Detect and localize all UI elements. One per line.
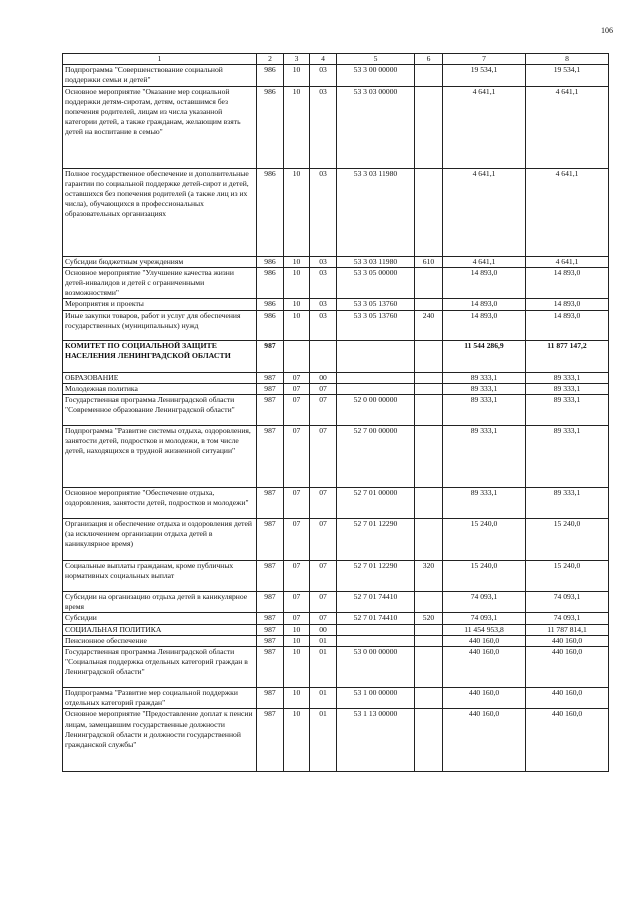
- cell-vr: [415, 65, 443, 86]
- cell-name: Субсидии: [63, 613, 257, 624]
- cell-ved: 987: [257, 624, 284, 635]
- cell-sum2: 89 333,1: [526, 488, 609, 519]
- cell-pr: 00: [310, 624, 337, 635]
- cell-ved: 987: [257, 372, 284, 383]
- cell-sum2: 440 160,0: [526, 635, 609, 646]
- column-header: 2: [257, 54, 284, 65]
- cell-ved: 986: [257, 299, 284, 310]
- cell-ved: 987: [257, 561, 284, 592]
- table-row: [63, 488, 609, 519]
- column-header: 8: [526, 54, 609, 65]
- cell-sum2: 14 893,0: [526, 299, 609, 310]
- cell-name: Пенсионное обеспечение: [63, 635, 257, 646]
- cell-rz: 10: [284, 86, 310, 168]
- cell-sum1: 89 333,1: [443, 383, 526, 394]
- cell-csr: 53 0 00 00000: [337, 647, 415, 688]
- cell-name: Основное мероприятие "Улучшение качества жизни детей-инвалидов и детей с ограниченными возможностями": [63, 267, 257, 299]
- cell-name: СОЦИАЛЬНАЯ ПОЛИТИКА: [63, 624, 257, 635]
- cell-csr: 52 7 00 00000: [337, 426, 415, 488]
- cell-name: Субсидии на организацию отдыха детей в каникулярное время: [63, 592, 257, 613]
- cell-sum1: 89 333,1: [443, 372, 526, 383]
- cell-csr: 52 7 01 12290: [337, 561, 415, 592]
- cell-vr: 240: [415, 310, 443, 340]
- cell-vr: [415, 624, 443, 635]
- cell-sum2: 4 641,1: [526, 168, 609, 256]
- cell-csr: 53 3 03 11980: [337, 256, 415, 267]
- cell-name: Организация и обеспечение отдыха и оздоровления детей (за исключением организации отдыха детей в каникулярное время): [63, 519, 257, 561]
- cell-vr: [415, 647, 443, 688]
- cell-sum2: 440 160,0: [526, 709, 609, 772]
- cell-csr: 52 7 01 00000: [337, 488, 415, 519]
- cell-pr: 03: [310, 267, 337, 299]
- cell-sum2: 14 893,0: [526, 267, 609, 299]
- cell-name: Государственная программа Ленинградской области "Социальная поддержка отдельных категорий граждан в Ленинградской области": [63, 647, 257, 688]
- cell-ved: 987: [257, 426, 284, 488]
- cell-vr: 520: [415, 613, 443, 624]
- cell-pr: 03: [310, 86, 337, 168]
- cell-ved: 987: [257, 383, 284, 394]
- cell-rz: 10: [284, 168, 310, 256]
- cell-sum1: 440 160,0: [443, 709, 526, 772]
- cell-vr: [415, 372, 443, 383]
- cell-sum1: 14 893,0: [443, 267, 526, 299]
- table-row: [63, 340, 609, 372]
- cell-vr: [415, 688, 443, 709]
- cell-pr: 03: [310, 310, 337, 340]
- cell-name: Субсидии бюджетным учреждениям: [63, 256, 257, 267]
- cell-pr: 03: [310, 65, 337, 86]
- cell-rz: 07: [284, 561, 310, 592]
- table-row: [63, 65, 609, 86]
- table-row: [63, 426, 609, 488]
- cell-sum2: 89 333,1: [526, 395, 609, 426]
- cell-pr: 01: [310, 647, 337, 688]
- cell-csr: 53 3 00 00000: [337, 65, 415, 86]
- cell-ved: 986: [257, 65, 284, 86]
- cell-ved: 987: [257, 592, 284, 613]
- cell-rz: 10: [284, 310, 310, 340]
- table-row: [63, 647, 609, 688]
- table-row: [63, 395, 609, 426]
- cell-name: Иные закупки товаров, работ и услуг для обеспечения государственных (муниципальных) нужд: [63, 310, 257, 340]
- cell-vr: [415, 267, 443, 299]
- cell-csr: 53 1 13 00000: [337, 709, 415, 772]
- table-row: [63, 613, 609, 624]
- table-header-row: [63, 54, 609, 65]
- cell-ved: 986: [257, 256, 284, 267]
- cell-vr: [415, 426, 443, 488]
- cell-vr: [415, 635, 443, 646]
- cell-ved: 986: [257, 310, 284, 340]
- cell-name: КОМИТЕТ ПО СОЦИАЛЬНОЙ ЗАЩИТЕ НАСЕЛЕНИЯ ЛЕНИНГРАДСКОЙ ОБЛАСТИ: [63, 340, 257, 372]
- cell-name: ОБРАЗОВАНИЕ: [63, 372, 257, 383]
- cell-ved: 987: [257, 647, 284, 688]
- cell-csr: [337, 383, 415, 394]
- cell-vr: [415, 340, 443, 372]
- cell-ved: 987: [257, 519, 284, 561]
- cell-sum2: 11 787 814,1: [526, 624, 609, 635]
- table-row: [63, 635, 609, 646]
- cell-csr: 53 3 03 00000: [337, 86, 415, 168]
- cell-sum1: 74 093,1: [443, 592, 526, 613]
- cell-vr: 320: [415, 561, 443, 592]
- cell-pr: 03: [310, 256, 337, 267]
- cell-pr: [310, 340, 337, 372]
- cell-sum2: 440 160,0: [526, 688, 609, 709]
- column-header: 4: [310, 54, 337, 65]
- cell-sum2: 89 333,1: [526, 383, 609, 394]
- table-row: [63, 267, 609, 299]
- table-row: [63, 688, 609, 709]
- cell-ved: 987: [257, 613, 284, 624]
- cell-rz: 07: [284, 613, 310, 624]
- cell-sum1: 15 240,0: [443, 561, 526, 592]
- cell-csr: 52 0 00 00000: [337, 395, 415, 426]
- table-row: [63, 561, 609, 592]
- cell-csr: [337, 340, 415, 372]
- cell-pr: 03: [310, 168, 337, 256]
- cell-name: Подпрограмма "Развитие мер социальной поддержки отдельных категорий граждан": [63, 688, 257, 709]
- cell-sum1: 440 160,0: [443, 635, 526, 646]
- cell-vr: [415, 299, 443, 310]
- cell-ved: 987: [257, 688, 284, 709]
- table-row: [63, 383, 609, 394]
- cell-csr: 52 7 01 74410: [337, 613, 415, 624]
- cell-sum2: 89 333,1: [526, 426, 609, 488]
- cell-rz: 10: [284, 647, 310, 688]
- cell-name: Мероприятия и проекты: [63, 299, 257, 310]
- cell-pr: 07: [310, 613, 337, 624]
- cell-rz: 07: [284, 383, 310, 394]
- cell-sum1: 11 544 286,9: [443, 340, 526, 372]
- cell-csr: [337, 624, 415, 635]
- table-body: [63, 65, 609, 772]
- cell-name: Государственная программа Ленинградской области "Современное образование Ленинградской области": [63, 395, 257, 426]
- cell-rz: 07: [284, 426, 310, 488]
- cell-rz: 10: [284, 65, 310, 86]
- cell-pr: 03: [310, 299, 337, 310]
- table-row: [63, 256, 609, 267]
- cell-csr: 53 3 05 13760: [337, 299, 415, 310]
- cell-rz: 07: [284, 592, 310, 613]
- cell-name: Молодежная политика: [63, 383, 257, 394]
- cell-sum1: 15 240,0: [443, 519, 526, 561]
- cell-sum2: 89 333,1: [526, 372, 609, 383]
- cell-ved: 987: [257, 635, 284, 646]
- cell-sum1: 89 333,1: [443, 426, 526, 488]
- cell-ved: 987: [257, 340, 284, 372]
- cell-pr: 07: [310, 519, 337, 561]
- cell-rz: 07: [284, 519, 310, 561]
- cell-sum1: 4 641,1: [443, 168, 526, 256]
- cell-pr: 07: [310, 488, 337, 519]
- cell-sum1: 19 534,1: [443, 65, 526, 86]
- column-header: 1: [63, 54, 257, 65]
- cell-name: Подпрограмма "Совершенствование социальной поддержки семьи и детей": [63, 65, 257, 86]
- cell-ved: 986: [257, 267, 284, 299]
- cell-csr: 53 3 03 11980: [337, 168, 415, 256]
- cell-pr: 07: [310, 383, 337, 394]
- table-row: [63, 168, 609, 256]
- table-row: [63, 519, 609, 561]
- cell-sum2: 14 893,0: [526, 310, 609, 340]
- cell-vr: [415, 395, 443, 426]
- cell-vr: 610: [415, 256, 443, 267]
- cell-pr: 01: [310, 709, 337, 772]
- cell-sum1: 74 093,1: [443, 613, 526, 624]
- cell-sum2: 15 240,0: [526, 519, 609, 561]
- cell-vr: [415, 592, 443, 613]
- cell-csr: 52 7 01 74410: [337, 592, 415, 613]
- cell-vr: [415, 519, 443, 561]
- cell-pr: 01: [310, 688, 337, 709]
- cell-sum2: 74 093,1: [526, 592, 609, 613]
- cell-vr: [415, 383, 443, 394]
- table-row: [63, 310, 609, 340]
- cell-rz: 07: [284, 488, 310, 519]
- cell-sum1: 440 160,0: [443, 647, 526, 688]
- cell-csr: 53 1 00 00000: [337, 688, 415, 709]
- cell-name: Основное мероприятие "Обеспечение отдыха, оздоровления, занятости детей, подростков и молодежи": [63, 488, 257, 519]
- cell-pr: 00: [310, 372, 337, 383]
- column-header: 3: [284, 54, 310, 65]
- budget-table: [62, 53, 609, 772]
- cell-rz: 10: [284, 624, 310, 635]
- cell-pr: 07: [310, 426, 337, 488]
- table-row: [63, 372, 609, 383]
- cell-ved: 987: [257, 395, 284, 426]
- cell-vr: [415, 488, 443, 519]
- cell-csr: 52 7 01 12290: [337, 519, 415, 561]
- cell-sum2: 74 093,1: [526, 613, 609, 624]
- cell-rz: 10: [284, 688, 310, 709]
- cell-ved: 987: [257, 488, 284, 519]
- cell-csr: [337, 372, 415, 383]
- cell-rz: 10: [284, 299, 310, 310]
- cell-name: Полное государственное обеспечение и дополнительные гарантии по социальной поддержке детей-сирот и детей, оставшихся без попечения родителей (а также лиц из их числа), обучающихся в профессиональных образовательных организациях: [63, 168, 257, 256]
- cell-sum1: 440 160,0: [443, 688, 526, 709]
- cell-csr: 53 3 05 00000: [337, 267, 415, 299]
- cell-sum1: 11 454 953,8: [443, 624, 526, 635]
- cell-sum1: 14 893,0: [443, 310, 526, 340]
- column-header: 5: [337, 54, 415, 65]
- cell-sum2: 440 160,0: [526, 647, 609, 688]
- table-row: [63, 86, 609, 168]
- cell-sum1: 14 893,0: [443, 299, 526, 310]
- cell-vr: [415, 86, 443, 168]
- cell-sum1: 89 333,1: [443, 395, 526, 426]
- table-row: [63, 299, 609, 310]
- cell-rz: 10: [284, 256, 310, 267]
- cell-rz: 10: [284, 709, 310, 772]
- table-row: [63, 592, 609, 613]
- cell-vr: [415, 709, 443, 772]
- cell-ved: 986: [257, 86, 284, 168]
- cell-ved: 986: [257, 168, 284, 256]
- cell-vr: [415, 168, 443, 256]
- cell-sum2: 4 641,1: [526, 256, 609, 267]
- table-row: [63, 624, 609, 635]
- cell-sum2: 19 534,1: [526, 65, 609, 86]
- cell-ved: 987: [257, 709, 284, 772]
- cell-sum2: 11 877 147,2: [526, 340, 609, 372]
- cell-pr: 07: [310, 395, 337, 426]
- column-header: 6: [415, 54, 443, 65]
- cell-rz: 10: [284, 267, 310, 299]
- column-header: 7: [443, 54, 526, 65]
- cell-rz: 07: [284, 372, 310, 383]
- cell-rz: 10: [284, 635, 310, 646]
- cell-sum2: 4 641,1: [526, 86, 609, 168]
- cell-sum1: 4 641,1: [443, 86, 526, 168]
- cell-name: Основное мероприятие "Оказание мер социальной поддержки детям-сиротам, детям, оставшимся без попечения родителей, лицам из числа указанной категории детей, а также гражданам, желающим взять детей на воспитание в семью": [63, 86, 257, 168]
- cell-name: Основное мероприятие "Предоставление доплат к пенсии лицам, замещавшим государственные должности Ленинградской области и должности государственной гражданской службы": [63, 709, 257, 772]
- cell-sum1: 4 641,1: [443, 256, 526, 267]
- cell-name: Социальные выплаты гражданам, кроме публичных нормативных социальных выплат: [63, 561, 257, 592]
- page-number: 106: [601, 26, 613, 35]
- table-row: [63, 709, 609, 772]
- cell-sum1: 89 333,1: [443, 488, 526, 519]
- cell-rz: [284, 340, 310, 372]
- cell-sum2: 15 240,0: [526, 561, 609, 592]
- cell-name: Подпрограмма "Развитие системы отдыха, оздоровления, занятости детей, подростков и молодежи, в том числе детей, находящихся в трудной жизненной ситуации": [63, 426, 257, 488]
- cell-csr: [337, 635, 415, 646]
- cell-pr: 01: [310, 635, 337, 646]
- cell-csr: 53 3 05 13760: [337, 310, 415, 340]
- cell-rz: 07: [284, 395, 310, 426]
- cell-pr: 07: [310, 561, 337, 592]
- cell-pr: 07: [310, 592, 337, 613]
